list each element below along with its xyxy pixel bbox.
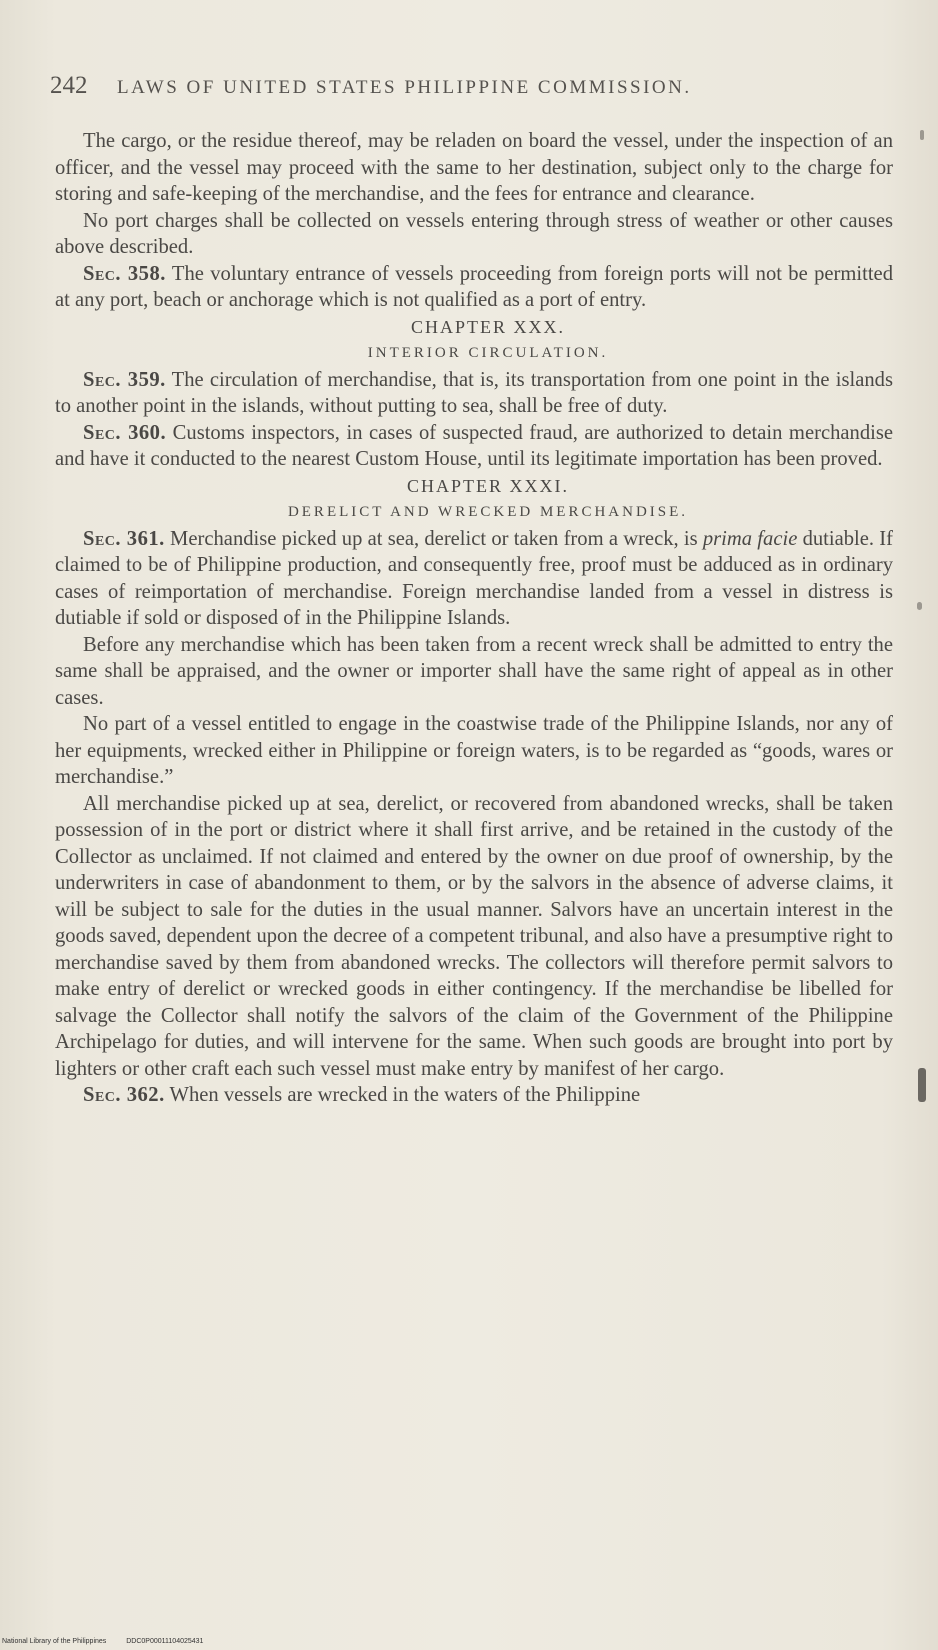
margin-mark — [920, 130, 924, 140]
section-362 — [55, 1082, 893, 1109]
section-text: The voluntary entrance of vessels proceeding from foreign ports will not be permitted at any port, beach or anchorage which is not qualified as a port of entry. — [55, 262, 893, 311]
section-358 — [55, 261, 893, 314]
scan-footer — [2, 1638, 221, 1645]
section-text: When vessels are wrecked in the waters of the Philippine — [164, 1084, 641, 1106]
margin-mark — [918, 1068, 926, 1102]
page-header — [50, 72, 830, 100]
section-360 — [55, 420, 893, 473]
paragraph-port-charges: No port charges shall be collected on vessels entering through stress of weather or other causes above described. — [55, 209, 893, 258]
chapter-31-subtitle: DERELICT AND WRECKED MERCHANDISE. — [287, 504, 689, 520]
paragraph-recent-wreck: Before any merchandise which has been taken from a recent wreck shall be admitted to entry the same shall be appraised, and the owner or importer shall have the same right of appeal as in other cases. — [55, 633, 893, 709]
paragraph-coastwise: No part of a vessel entitled to engage in the coastwise trade of the Philippine Islands, nor any of her equipments, wrecked either in Philippine or foreign waters, is to be regarded as “goods, wares or merchandise.” — [55, 713, 893, 788]
section-label: Sec. 360. — [83, 421, 167, 444]
section-text: Merchandise picked up at sea, derelict or taken from a wreck, is — [164, 527, 703, 550]
chapter-31-title: CHAPTER XXXI. — [406, 475, 569, 496]
page-body — [55, 128, 893, 1109]
section-label: Sec. 358. — [83, 262, 166, 285]
section-359 — [55, 367, 893, 420]
section-label: Sec. 362. — [83, 1084, 165, 1106]
footer-id: DDC0P00011104025431 — [126, 1638, 204, 1645]
section-text: The circulation of merchandise, that is, its transportation from one point in the islands to another point in the islands, without putting to sea, shall be free of duty. — [55, 368, 893, 417]
footer-library: National Library of the Philippines — [2, 1638, 107, 1645]
chapter-30-subtitle: INTERIOR CIRCULATION. — [367, 345, 609, 361]
margin-mark — [917, 602, 922, 610]
running-title: LAWS OF UNITED STATES PHILIPPINE COMMISSION. — [117, 77, 692, 98]
paragraph-salvage: All merchandise picked up at sea, derelict, or recovered from abandoned wrecks, shall be taken possession of in the port or district where it shall first arrive, and be retained in the custody of the Collector as unclaimed. If not claimed and entered by the owner on due proof of ownership, by the underwriters in case of abandonment to them, or by the salvors in the absence of adverse claims, it will be subject to sale for the duties in the usual manner. Salvors have an uncertain interest in the goods saved, dependent upon the decree of a competent tribunal, and also have a presumptive right to merchandise saved by them from abandoned wrecks. The collectors will therefore permit salvors to make entry of derelict or wrecked goods in either contingency. If the merchandise be libelled for salvage the Collector shall notify the salvors of the claim of the Government of the Philippine Archipelago for duties, and will intervene for the same. When such goods are brought into port by lighters or other craft each such vessel must make entry by manifest of her cargo. — [55, 792, 893, 1080]
section-text-cont: dutiable. If claimed to be of Philippine production, and consequently free, proof must be adduced as in ordinary cases of reimportation of merchandise. Foreign merchandise landed from a vessel in distress is dutiable if sold or disposed of in the Philippine Islands. — [55, 527, 894, 629]
italic-term: prima facie — [702, 527, 798, 550]
chapter-30-title: CHAPTER XXX. — [410, 316, 565, 337]
section-label: Sec. 361. — [83, 527, 165, 550]
section-label: Sec. 359. — [83, 368, 166, 391]
section-text: Customs inspectors, in cases of suspected fraud, are authorized to detain merchandise and have it conducted to the nearest Custom House, until its legitimate importation has been proved. — [55, 421, 893, 470]
section-361 — [55, 526, 893, 632]
paragraph-cargo: The cargo, or the residue thereof, may be reladen on board the vessel, under the inspection of an officer, and the vessel may proceed with the same to her destination, subject only to the charge for storing and safe-keeping of the merchandise, and the fees for entrance and clearance. — [55, 130, 893, 205]
page-number: 242 — [50, 72, 88, 99]
